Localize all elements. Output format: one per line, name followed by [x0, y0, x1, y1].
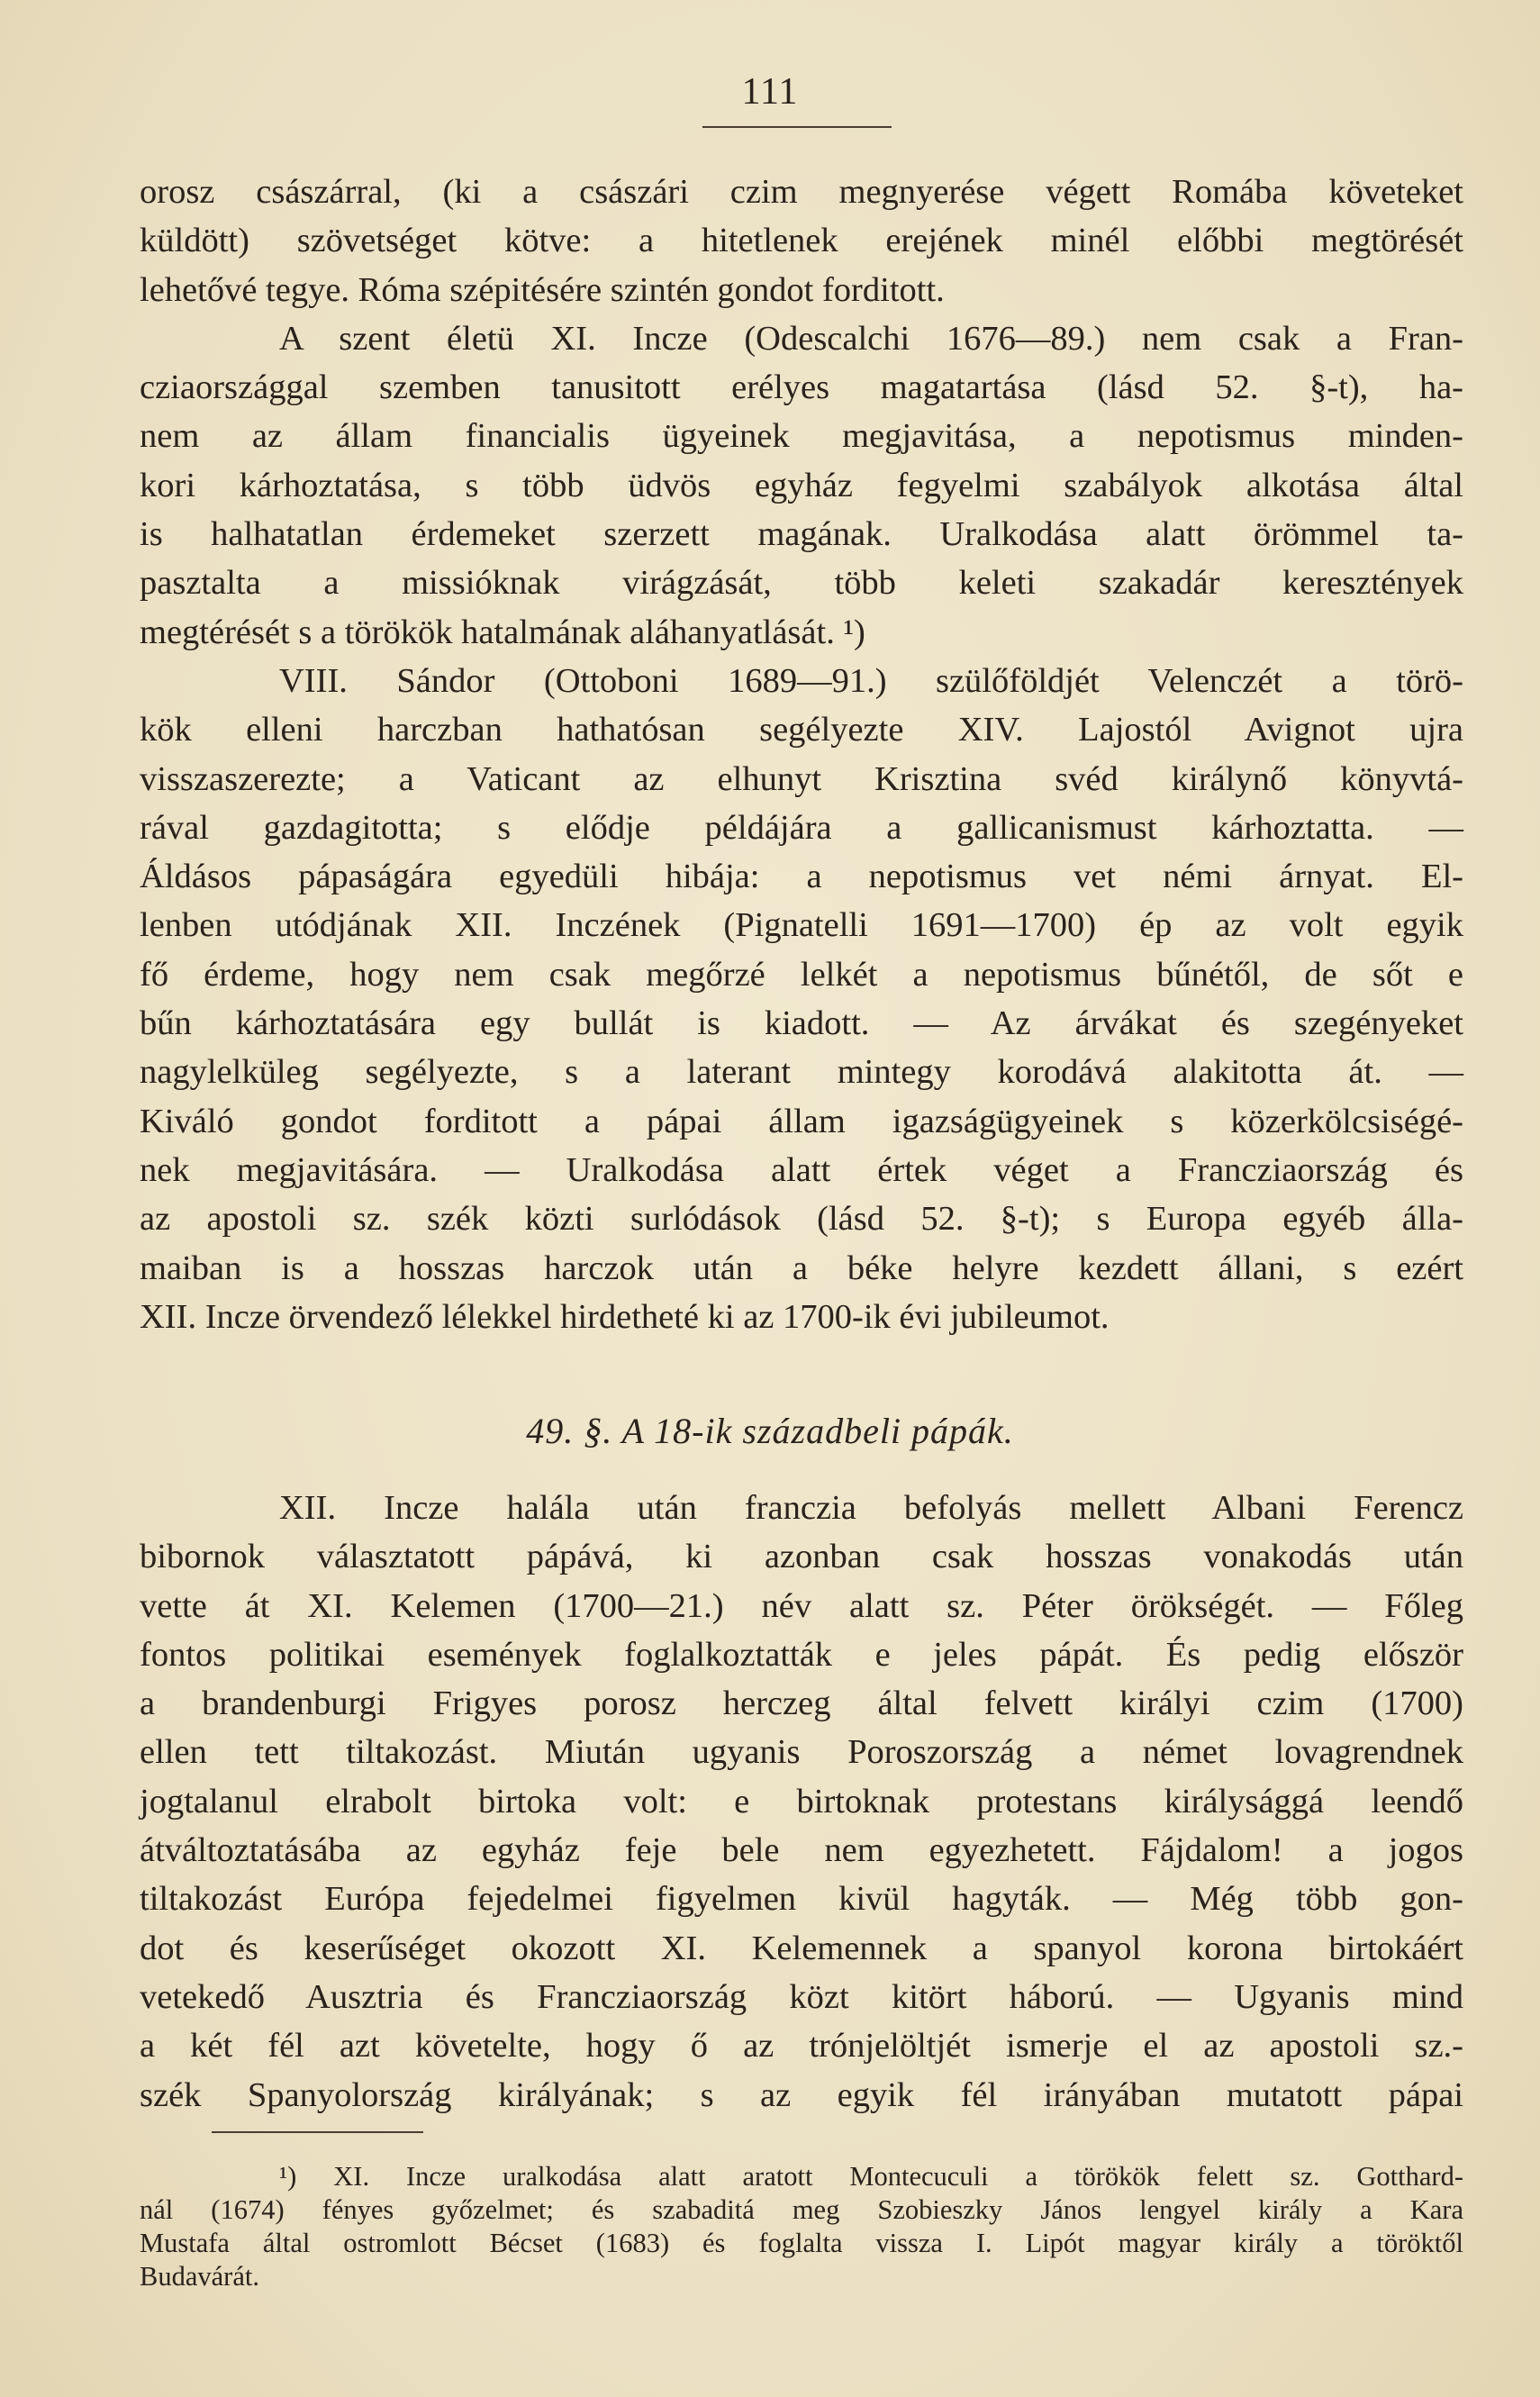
- text-line: fő érdeme, hogy nem csak megőrzé lelkét a nepotismus bűnétől, de sőt e: [140, 955, 1463, 994]
- footnote: [140, 2160, 1463, 2293]
- text-line: lenben utódjának XII. Inczének (Pignatelli 1691—1700) ép az volt egyik: [140, 906, 1463, 945]
- text-line: fontos politikai események foglalkoztatták e jeles pápát. És pedig először: [140, 1635, 1463, 1674]
- text-line: bűn kárhoztatására egy bullát is kiadott. — Az árvákat és szegényeket: [140, 1004, 1463, 1043]
- footnote-rule: [212, 2131, 423, 2133]
- text-line: kök elleni harczban hathatósan segélyezte XIV. Lajostól Avignot ujra: [140, 711, 1463, 749]
- footnote-line: Budavárát.: [140, 2261, 259, 2292]
- text-line: rával gazdagitotta; s elődje példájára a gallicanismust kárhoztatta. —: [140, 808, 1463, 847]
- paragraph-1: [140, 168, 1463, 314]
- text-line: XII. Incze örvendező lélekkel hirdetheté ki az 1700-ik évi jubileumot.: [140, 1297, 1110, 1336]
- text-line: cziaországgal szemben tanusitott erélyes magatartása (lásd 52. §-t), ha-: [140, 368, 1463, 407]
- paragraph-3: [140, 657, 1463, 1341]
- text-line: szék Spanyolország királyának; s az egyik fél irányában mutatott pápai: [140, 2075, 1463, 2114]
- text-line: maiban is a hosszas harczok után a béke helyre kezdett állani, s ezért: [140, 1248, 1463, 1287]
- text-line: dot és keserűséget okozott XI. Kelemennek a spanyol korona birtokáért: [140, 1929, 1463, 1967]
- footnote-line: Mustafa által ostromlott Bécset (1683) és foglalta vissza I. Lipót magyar király a töröktől: [140, 2228, 1463, 2258]
- text-line: orosz császárral, (ki a császári czim megnyerése végett Romába követeket: [140, 173, 1463, 211]
- text-line: az apostoli sz. szék közti surlódások (lásd 52. §-t); s Europa egyéb álla-: [140, 1200, 1463, 1239]
- text-line: nek megjavitására. — Uralkodása alatt értek véget a Francziaország és: [140, 1150, 1463, 1189]
- text-line: lehetővé tegye. Róma szépitésére szintén gondot forditott.: [140, 270, 945, 309]
- text-line: Kiváló gondot forditott a pápai állam igazságügyeinek s közerkölcsiségé-: [140, 1102, 1463, 1140]
- footnote-line: nál (1674) fényes győzelmet; és szabaditá meg Szobieszky János lengyel király a Kara: [140, 2194, 1463, 2225]
- text-line: visszaszerezte; a Vaticant az elhunyt Krisztina svéd királynő könyvtá-: [140, 759, 1463, 798]
- section-title: 49. §. A 18-ik századbeli pápák.: [526, 1411, 1014, 1451]
- text-line: A szent életü XI. Incze (Odescalchi 1676—89.) nem csak a Fran-: [279, 319, 1463, 358]
- text-line: átváltoztatásába az egyház feje bele nem egyezhetett. Fájdalom! a jogos: [140, 1831, 1463, 1870]
- text-line: a brandenburgi Frigyes porosz herczeg által felvett királyi czim (1700): [140, 1684, 1463, 1723]
- page-number: 111: [741, 71, 799, 113]
- text-line: XII. Incze halála után franczia befolyás mellett Albani Ferencz: [279, 1489, 1463, 1527]
- paragraph-4: [140, 1484, 1463, 2120]
- text-line: nem az állam financialis ügyeinek megjavitása, a nepotismus minden-: [140, 417, 1463, 456]
- text-line: kori kárhoztatása, s több üdvös egyház fegyelmi szabályok alkotása által: [140, 466, 1463, 504]
- footnote-line: ¹) XI. Incze uralkodása alatt aratott Montecuculi a törökök felett sz. Gotthard-: [279, 2161, 1463, 2192]
- text-line: jogtalanul elrabolt birtoka volt: e birtoknak protestans királysággá leendő: [140, 1782, 1463, 1820]
- text-line: nagylelküleg segélyezte, s a laterant mintegy korodává alakitotta át. —: [140, 1053, 1463, 1092]
- text-line: tiltakozást Európa fejedelmei figyelmen kivül hagyták. — Még több gon-: [140, 1880, 1463, 1919]
- text-line: a két fél azt követelte, hogy ő az trónjelöltjét ismerje el az apostoli sz.-: [140, 2027, 1463, 2066]
- text-line: megtérését s a törökök hatalmának aláhanyatlását. ¹): [140, 613, 865, 651]
- text-line: is halhatatlan érdemeket szerzett magának. Uralkodása alatt örömmel ta-: [140, 515, 1463, 554]
- text-line: Áldásos pápaságára egyedüli hibája: a nepotismus vet némi árnyat. El-: [140, 858, 1463, 896]
- text-line: pasztalta a missióknak virágzását, több keleti szakadár keresztények: [140, 564, 1463, 603]
- header-rule: [702, 126, 892, 128]
- text-line: bibornok választatott pápává, ki azonban csak hosszas vonakodás után: [140, 1538, 1463, 1576]
- text-line: küldött) szövetséget kötve: a hitetlenek erejének minél előbbi megtörését: [140, 222, 1463, 260]
- body-text-upper: [140, 168, 1463, 1341]
- text-line: ellen tett tiltakozást. Miután ugyanis Poroszország a német lovagrendnek: [140, 1733, 1463, 1772]
- text-line: vette át XI. Kelemen (1700—21.) név alatt sz. Péter örökségét. — Főleg: [140, 1586, 1463, 1625]
- text-line: VIII. Sándor (Ottoboni 1689—91.) szülőföldjét Velenczét a törö-: [279, 661, 1463, 700]
- body-text-lower: [140, 1484, 1463, 2120]
- text-line: vetekedő Ausztria és Francziaország közt kitört háború. — Ugyanis mind: [140, 1977, 1463, 2016]
- paragraph-2: [140, 314, 1463, 657]
